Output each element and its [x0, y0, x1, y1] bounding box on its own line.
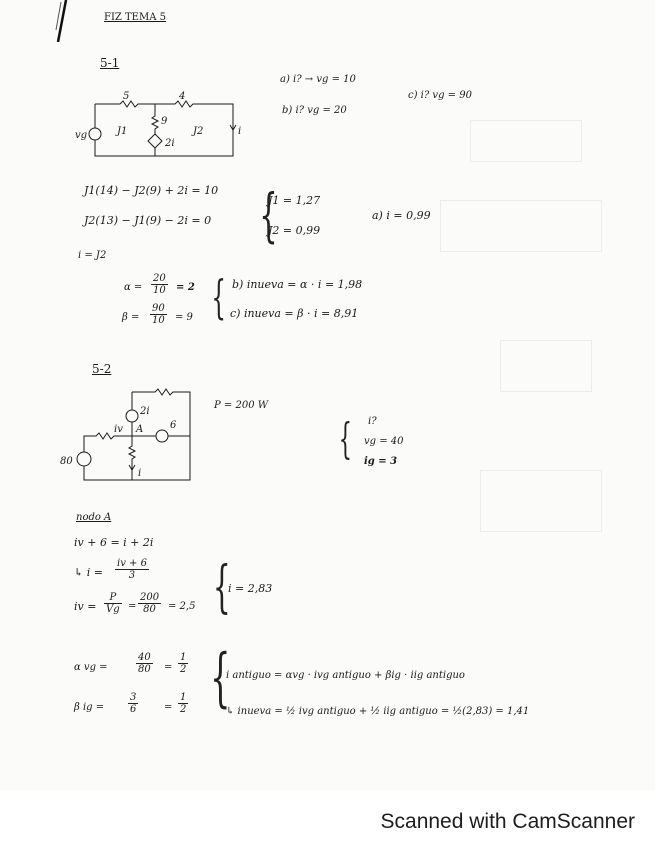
circuit-5-1 [75, 90, 255, 170]
answer-c: c) inueva = β · i = 8,91 [230, 307, 359, 320]
current-label: iv [114, 424, 123, 435]
node-equation: ↳ i = [74, 566, 103, 579]
brace: { [338, 414, 353, 463]
question-c: c) i? vg = 90 [408, 90, 472, 101]
circuit-5-2 [60, 380, 210, 490]
result: i = 2,83 [228, 582, 273, 595]
power-label: P = 200 W [214, 400, 269, 411]
mesh-equation: i = J2 [78, 250, 107, 261]
resistor-label: 4 [179, 91, 186, 102]
beta-fraction: $\frac{90}{10}$ [152, 303, 165, 326]
bleed-through-mark [440, 200, 602, 252]
alpha-value: = 2 [176, 282, 195, 293]
node-equation: iv = [74, 600, 97, 613]
current-label: i [238, 126, 242, 137]
fraction: $\frac{40}{80}$ [138, 652, 151, 675]
exercise-label: 5-1 [100, 56, 120, 70]
dependent-source-label: 2i [140, 406, 150, 417]
brace: { [212, 555, 231, 620]
superposition-equation: i antiguo = αvg · ivg antiguo + βig · iig antiguo [226, 670, 465, 681]
fraction: $\frac{1}{2}$ [180, 692, 187, 715]
alpha-label: α vg = [74, 662, 108, 673]
binding-line [52, 0, 70, 42]
question-a: a) i? → vg = 10 [280, 74, 356, 85]
resistor-label: 9 [161, 116, 168, 127]
fraction: $\frac{1}{2}$ [180, 652, 187, 675]
mesh-label: J1 [117, 126, 128, 137]
brace: { [259, 181, 278, 249]
beta-label: β = [122, 312, 140, 323]
answer-b: b) inueva = α · i = 1,98 [232, 278, 363, 291]
mesh-equation: J2(13) − J1(9) − 2i = 0 [84, 214, 212, 227]
nodo-label: nodo A [76, 512, 112, 523]
fraction: $\frac{200}{80}$ [140, 592, 160, 615]
scanner-footer [0, 790, 655, 848]
question-b: b) i? vg = 20 [282, 105, 347, 116]
fraction: $\frac{3}{6}$ [130, 692, 137, 715]
solution-value: J1 = 1,27 [268, 194, 321, 207]
watermark-text: Scanned with CamScanner [380, 810, 635, 833]
alpha-fraction: $\frac{20}{10}$ [153, 273, 166, 296]
fraction: $\frac{P}{Vg}$ [106, 592, 120, 615]
source-label: vg [75, 130, 88, 141]
beta-label: β ig = [74, 702, 105, 713]
exercise-label: 5-2 [92, 362, 112, 376]
node-equation-value: = 2,5 [168, 601, 196, 612]
node-label: A [136, 424, 144, 435]
solution-value: J2 = 0,99 [268, 224, 321, 237]
current-source-label: 6 [170, 420, 177, 431]
brace: { [210, 641, 231, 715]
bleed-through-mark [480, 470, 602, 532]
question-i: i? [368, 416, 377, 427]
final-answer: ↳ inueva = ½ ivg antiguo + ½ iig antiguo = ½(2,83) = 1,41 [226, 706, 530, 717]
alpha-label: α = [124, 282, 143, 293]
answer-a: a) i = 0,99 [372, 209, 431, 222]
given-ig: ig = 3 [364, 456, 398, 467]
equals-sign: = [164, 702, 173, 713]
mesh-equation: J1(14) − J2(9) + 2i = 10 [84, 184, 219, 197]
dependent-source-label: 2i [165, 138, 175, 149]
fraction: $\frac{iv + 6}{3}$ [117, 558, 147, 581]
equals-sign: = [164, 662, 173, 673]
bleed-through-mark [470, 120, 582, 162]
resistor-label: 5 [123, 91, 130, 102]
bleed-through-mark [500, 340, 592, 392]
current-label: i [138, 468, 142, 479]
equals-sign: = [128, 601, 137, 612]
given-vg: vg = 40 [364, 436, 404, 447]
brace: { [211, 270, 226, 324]
mesh-label: J2 [193, 126, 204, 137]
beta-value: = 9 [175, 312, 193, 323]
node-equation: iv + 6 = i + 2i [74, 536, 154, 549]
source-label: 80 [60, 456, 73, 467]
page-title: FIZ TEMA 5 [104, 12, 166, 23]
